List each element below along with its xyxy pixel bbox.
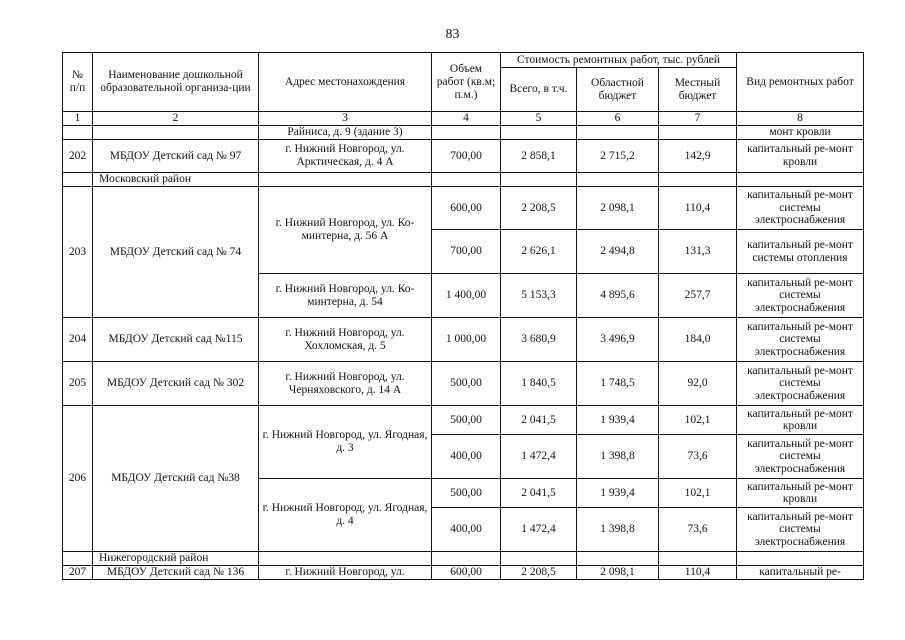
- cell-volume: 1 400,00: [432, 274, 501, 318]
- cell-type: капитальный ре-монт системы электроснабжения: [737, 435, 864, 479]
- cell-local: 102,1: [659, 406, 737, 435]
- cell-total: 1 472,4: [501, 435, 577, 479]
- cell-type: капитальный ре-монт системы отопления: [737, 230, 864, 274]
- header-type: Вид ремонтных работ: [737, 53, 864, 112]
- cell-local: 92,0: [659, 362, 737, 406]
- cell-address: г. Нижний Новгород, ул. Арктическая, д. 4 А: [259, 140, 432, 173]
- table-row-202: [63, 140, 864, 173]
- cell-volume: 500,00: [432, 479, 501, 508]
- table-row-204: [63, 318, 864, 362]
- cell-type: капитальный ре-монт системы электроснабжения: [737, 318, 864, 362]
- header-local: Местный бюджет: [659, 68, 737, 112]
- cell-name: МБДОУ Детский сад №38: [93, 406, 259, 552]
- cell-total: 2 208,5: [501, 187, 577, 230]
- header-row-1: [63, 53, 864, 68]
- cell-address: Райниса, д. 9 (здание 3): [259, 126, 432, 140]
- cell-local: 184,0: [659, 318, 737, 362]
- cell-type: капитальный ре-монт системы электроснабжения: [737, 187, 864, 230]
- cell-local: 131,3: [659, 230, 737, 274]
- cell-num: 205: [63, 362, 93, 406]
- cell-regional: 2 098,1: [577, 187, 659, 230]
- cell-total: 2 858,1: [501, 140, 577, 173]
- header-num: № п/п: [63, 53, 93, 112]
- cell-address: г. Нижний Новгород, ул. Ягодная, д. 4: [259, 479, 432, 552]
- cell-name: МБДОУ Детский сад № 74: [93, 187, 259, 318]
- cell-type: капитальный ре-монт кровли: [737, 479, 864, 508]
- cell-num: 202: [63, 140, 93, 173]
- column-numbers-row: [63, 112, 864, 126]
- cell-local: 73,6: [659, 435, 737, 479]
- cell-regional: 1 398,8: [577, 435, 659, 479]
- cell-volume: 700,00: [432, 140, 501, 173]
- cell-regional: 1 398,8: [577, 508, 659, 552]
- cell-local: 102,1: [659, 479, 737, 508]
- district-row-nizhegorodsky: [63, 552, 864, 566]
- cell-volume: 400,00: [432, 435, 501, 479]
- cell-total: 5 153,3: [501, 274, 577, 318]
- cell-type: капитальный ре-монт системы электроснабжения: [737, 274, 864, 318]
- cell-name: МБДОУ Детский сад № 97: [93, 140, 259, 173]
- cell-regional: 2 715,2: [577, 140, 659, 173]
- cell-volume: 600,00: [432, 566, 501, 580]
- cell-address: г. Нижний Новгород, ул. Черняховского, д. 14 А: [259, 362, 432, 406]
- cell-num: 203: [63, 187, 93, 318]
- cell-name: МБДОУ Детский сад № 136: [93, 566, 259, 580]
- col-number: 8: [737, 112, 864, 126]
- cell-total: 3 680,9: [501, 318, 577, 362]
- cell-type: капитальный ре-: [737, 566, 864, 580]
- col-number: 1: [63, 112, 93, 126]
- district-name: Нижегородский район: [93, 552, 259, 566]
- cell-name: МБДОУ Детский сад №115: [93, 318, 259, 362]
- cell-volume: 500,00: [432, 362, 501, 406]
- cell-type: капитальный ре-монт системы электроснабжения: [737, 508, 864, 552]
- cell-address: г. Нижний Новгород, ул. Ко-минтерна, д. 54: [259, 274, 432, 318]
- cell-volume: 1 000,00: [432, 318, 501, 362]
- cell-regional: 1 939,4: [577, 406, 659, 435]
- cell-total: 2 626,1: [501, 230, 577, 274]
- cell-volume: 400,00: [432, 508, 501, 552]
- cell-regional: 4 895,6: [577, 274, 659, 318]
- cell-regional: 1 939,4: [577, 479, 659, 508]
- header-address: Адрес местонахождения: [259, 53, 432, 112]
- cell-type: капитальный ре-монт системы электроснабжения: [737, 362, 864, 406]
- page-number: 83: [445, 27, 460, 42]
- cell-num: 207: [63, 566, 93, 580]
- cell-volume: 600,00: [432, 187, 501, 230]
- cell-local: 73,6: [659, 508, 737, 552]
- cell-total: 2 041,5: [501, 406, 577, 435]
- cell-volume: 700,00: [432, 230, 501, 274]
- cell-address: г. Нижний Новгород, ул. Хохломская, д. 5: [259, 318, 432, 362]
- table-row-207: [63, 566, 864, 580]
- cell-total: 2 041,5: [501, 479, 577, 508]
- header-volume: Объем работ (кв.м; п.м.): [432, 53, 501, 112]
- cell-local: 110,4: [659, 187, 737, 230]
- cell-name: МБДОУ Детский сад № 302: [93, 362, 259, 406]
- table-row-206a: [63, 406, 864, 435]
- header-regional: Областной бюджет: [577, 68, 659, 112]
- col-number: 4: [432, 112, 501, 126]
- cell-volume: 500,00: [432, 406, 501, 435]
- table-row-203a: [63, 187, 864, 230]
- col-number: 2: [93, 112, 259, 126]
- cell-address: г. Нижний Новгород, ул. Ягодная, д. 3: [259, 406, 432, 479]
- cell-type: монт кровли: [737, 126, 864, 140]
- district-name: Московский район: [93, 173, 259, 187]
- cell-regional: 1 748,5: [577, 362, 659, 406]
- col-number: 6: [577, 112, 659, 126]
- table-row-205: [63, 362, 864, 406]
- cell-regional: 2 494,8: [577, 230, 659, 274]
- table-row-continued: [63, 126, 864, 140]
- cell-total: 1 472,4: [501, 508, 577, 552]
- cell-total: 2 208,5: [501, 566, 577, 580]
- col-number: 3: [259, 112, 432, 126]
- header-total: Всего, в т.ч.: [501, 68, 577, 112]
- cell-regional: 3 496,9: [577, 318, 659, 362]
- repair-works-table: [62, 52, 864, 580]
- cell-local: 142,9: [659, 140, 737, 173]
- col-number: 5: [501, 112, 577, 126]
- cell-address: г. Нижний Новгород, ул. Ко-минтерна, д. 56 А: [259, 187, 432, 274]
- cell-regional: 2 098,1: [577, 566, 659, 580]
- header-name: Наименование дошкольной образовательной организа-ции: [93, 53, 259, 112]
- cell-type: капитальный ре-монт кровли: [737, 140, 864, 173]
- header-cost-group: Стоимость ремонтных работ, тыс. рублей: [501, 53, 737, 68]
- col-number: 7: [659, 112, 737, 126]
- cell-type: капитальный ре-монт кровли: [737, 406, 864, 435]
- cell-local: 110,4: [659, 566, 737, 580]
- cell-local: 257,7: [659, 274, 737, 318]
- district-row-moscow: [63, 173, 864, 187]
- cell-address: г. Нижний Новгород, ул.: [259, 566, 432, 580]
- cell-num: 204: [63, 318, 93, 362]
- cell-num: 206: [63, 406, 93, 552]
- cell-total: 1 840,5: [501, 362, 577, 406]
